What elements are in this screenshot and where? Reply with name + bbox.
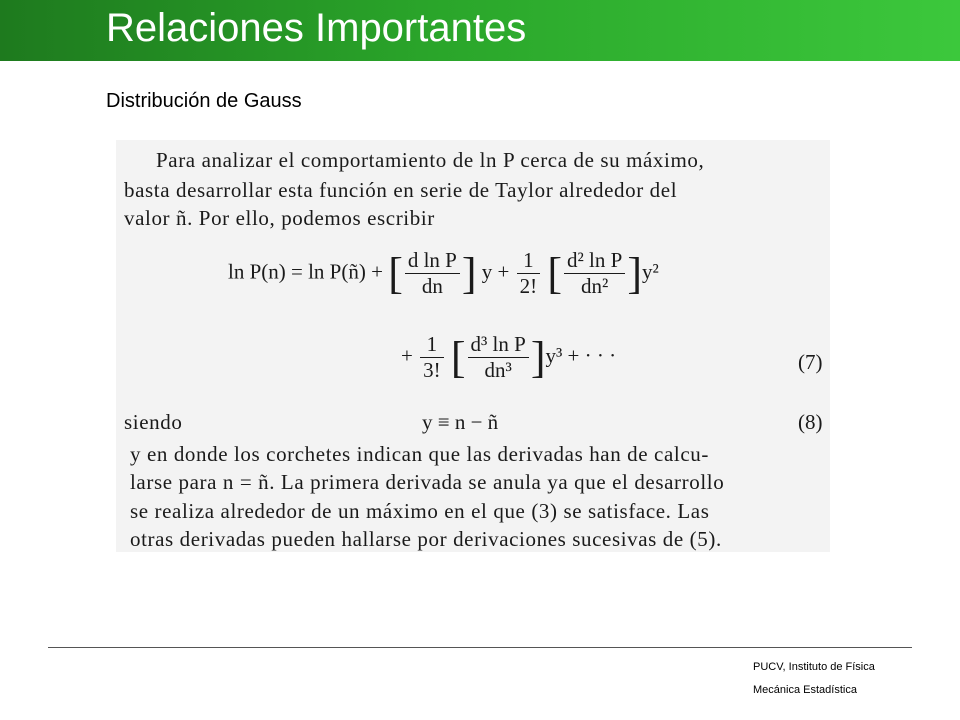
footer-course: Mecánica Estadística	[753, 684, 857, 696]
equation-7-line-2	[401, 332, 616, 383]
bracket-close: ]	[461, 249, 477, 298]
fraction-denominator: 3!	[423, 358, 441, 382]
equation-term: y²	[641, 259, 659, 284]
fraction-denominator: 2!	[519, 274, 538, 298]
fraction-numerator: d³ ln P	[468, 332, 529, 358]
scan-text-line: Para analizar el comportamiento de ln P cerca de su máximo,	[156, 148, 705, 172]
fraction-numerator: 1	[517, 248, 541, 274]
footer-institution: PUCV, Instituto de Física	[753, 661, 875, 673]
fraction	[564, 248, 625, 299]
coefficient-fraction	[420, 332, 444, 383]
fraction-numerator: 1	[420, 332, 444, 358]
fraction	[468, 332, 529, 383]
equation-term: y +	[481, 259, 510, 284]
scan-text-line: basta desarrollar esta función en serie de Taylor alrededor del	[124, 178, 678, 202]
scanned-text-image	[116, 140, 830, 552]
equation-term: y³ + · · ·	[545, 343, 617, 368]
slide-title: Relaciones Importantes	[106, 6, 527, 50]
fraction-numerator: d ln P	[405, 248, 460, 274]
title-bar	[0, 0, 960, 61]
equation-lhs: ln P(n) = ln P(ñ) +	[228, 259, 383, 284]
bracket-open: [	[547, 249, 563, 298]
bracket-close: ]	[530, 333, 546, 382]
scan-text-line: se realiza alrededor de un máximo en el que (3) se satisface. Las	[130, 499, 710, 523]
equation-7-line-1	[228, 248, 659, 299]
scan-text-line: siendo	[124, 410, 183, 434]
scan-text-line: larse para n = ñ. La primera derivada se anula ya que el desarrollo	[130, 470, 725, 494]
equation-number-7: (7)	[798, 350, 823, 374]
equation-plus: +	[401, 343, 413, 368]
slide-subtitle: Distribución de Gauss	[106, 90, 302, 112]
scan-text-line: otras derivadas pueden hallarse por derivaciones sucesivas de (5).	[130, 527, 722, 551]
coefficient-fraction	[517, 248, 541, 299]
fraction-denominator: dn	[421, 274, 443, 298]
fraction-denominator: dn²	[581, 274, 609, 298]
fraction-numerator: d² ln P	[564, 248, 625, 274]
fraction-denominator: dn³	[484, 358, 512, 382]
bracket-close: ]	[627, 249, 642, 298]
equation-8: y ≡ n − ñ	[422, 410, 499, 434]
footer-divider	[48, 647, 912, 648]
scan-text-line: y en donde los corchetes indican que las derivadas han de calcu-	[130, 442, 709, 466]
equation-number-8: (8)	[798, 410, 823, 434]
bracket-open: [	[450, 333, 466, 382]
fraction	[405, 248, 460, 299]
bracket-open: [	[388, 249, 403, 298]
scan-text-line: valor ñ. Por ello, podemos escribir	[124, 206, 435, 230]
